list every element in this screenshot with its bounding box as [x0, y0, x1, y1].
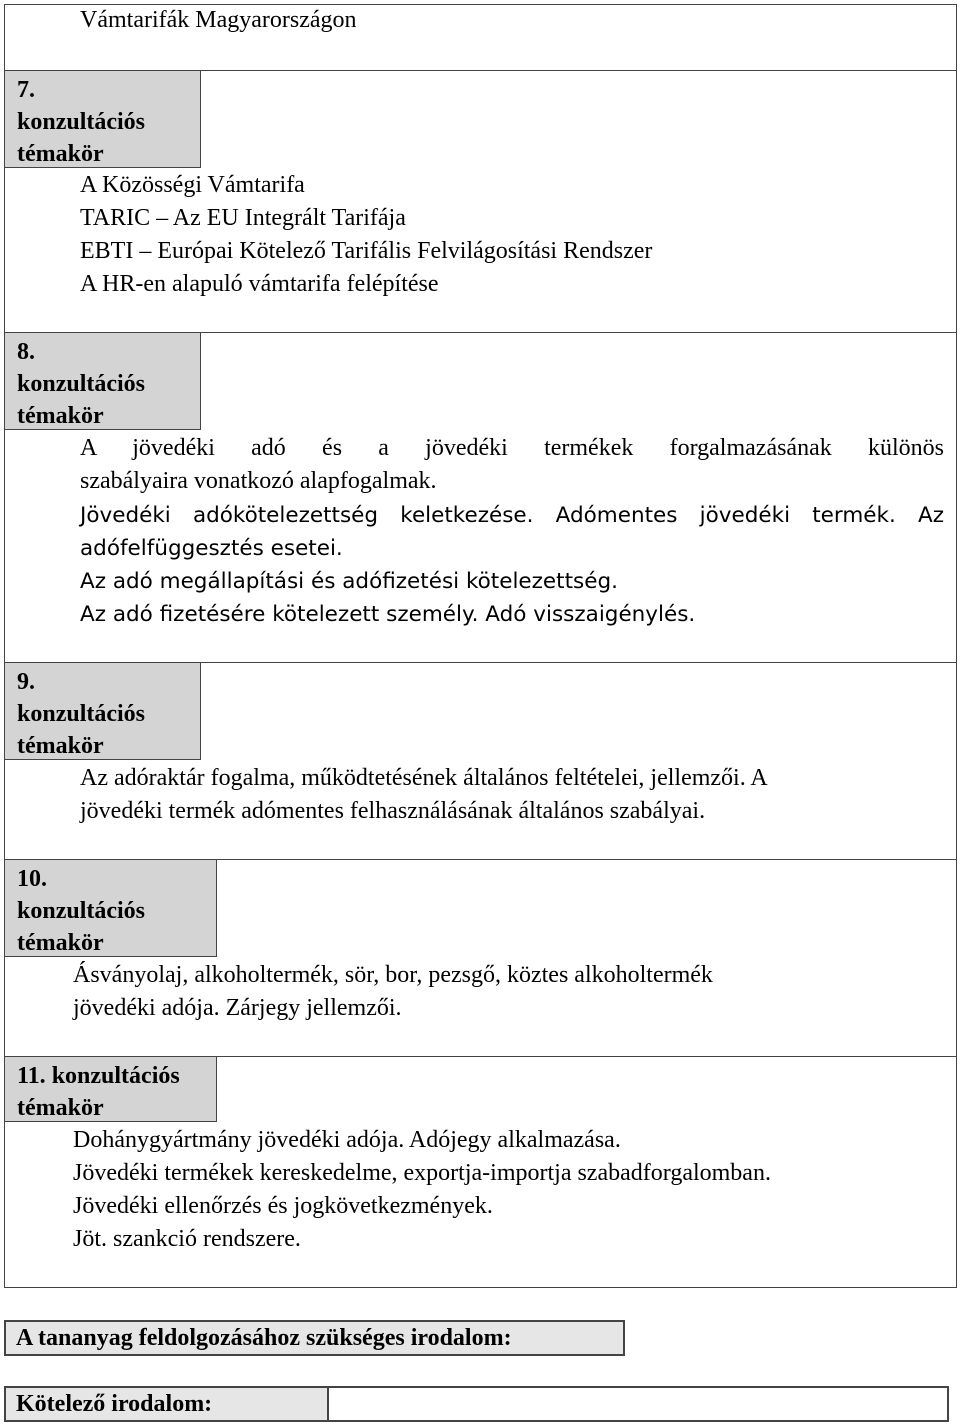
topic-8-line: Az adó megállapítási és adófizetési kötelezettség.	[80, 569, 618, 594]
topic-label: konzultációs	[17, 701, 146, 727]
required-literature-value	[331, 1388, 947, 1420]
topic-9-line: jövedéki termék adómentes felhasználásának általános szabályai.	[80, 798, 706, 824]
topic-label: konzultációs	[17, 109, 146, 135]
topic-number: 11.	[17, 1063, 46, 1089]
required-literature-label: Kötelező irodalom:	[6, 1388, 329, 1420]
topic-number: 7.	[17, 77, 35, 103]
topic-8-line: szabályaira vonatkozó alapfogalmak.	[80, 468, 437, 494]
topic-label: témakör	[17, 1095, 104, 1121]
topic-label: konzultációs	[17, 371, 146, 397]
topic-9-line: Az adóraktár fogalma, működtetésének általános feltételei, jellemzői. A	[80, 765, 768, 791]
literature-heading: A tananyag feldolgozásához szükséges irodalom:	[4, 1320, 625, 1356]
topic-8-line: A jövedéki adó és a jövedéki termékek forgalmazásának különös	[80, 435, 944, 461]
topic-label: témakör	[17, 733, 104, 759]
topic-label: konzultációs	[17, 898, 146, 924]
topic-number: 8.	[17, 339, 35, 365]
topic-label: témakör	[17, 141, 104, 167]
topic-8-line: adófelfüggesztés esetei.	[80, 536, 343, 561]
topic-11-line: Dohánygyártmány jövedéki adója. Adójegy alkalmazása.	[73, 1127, 621, 1153]
topic-number: 10.	[17, 866, 47, 892]
topic-7-line: A Közösségi Vámtarifa	[80, 172, 305, 198]
topic-number: 9.	[17, 669, 35, 695]
topic-label: témakör	[17, 930, 104, 956]
topic-7-header	[5, 71, 201, 168]
topic-11-line: Jöt. szankció rendszere.	[73, 1226, 301, 1252]
intro-title: Vámtarifák Magyarországon	[80, 7, 357, 33]
topic-label: konzultációs	[51, 1063, 180, 1089]
topic-9-header	[5, 663, 201, 760]
topic-10-line: jövedéki adója. Zárjegy jellemzői.	[73, 995, 402, 1021]
topic-7-line: TARIC – Az EU Integrált Tarifája	[80, 205, 406, 231]
topic-10-header	[5, 860, 217, 957]
topic-10-line: Ásványolaj, alkoholtermék, sör, bor, pezsgő, köztes alkoholtermék	[73, 962, 713, 988]
topic-8-line: Jövedéki adókötelezettség keletkezése. Adómentes jövedéki termék. Az	[80, 503, 944, 528]
topic-11-line: Jövedéki ellenőrzés és jogkövetkezmények.	[73, 1193, 493, 1219]
topic-7-line: A HR-en alapuló vámtarifa felépítése	[80, 271, 439, 297]
topic-label: témakör	[17, 403, 104, 429]
topic-8-header	[5, 333, 201, 430]
topic-7-line: EBTI – Európai Kötelező Tarifális Felvilágosítási Rendszer	[80, 238, 653, 264]
topic-11-line: Jövedéki termékek kereskedelme, exportja-importja szabadforgalomban.	[73, 1160, 771, 1186]
topic-11-header	[5, 1057, 217, 1122]
topic-8-line: Az adó fizetésére kötelezett személy. Adó visszaigénylés.	[80, 602, 696, 627]
